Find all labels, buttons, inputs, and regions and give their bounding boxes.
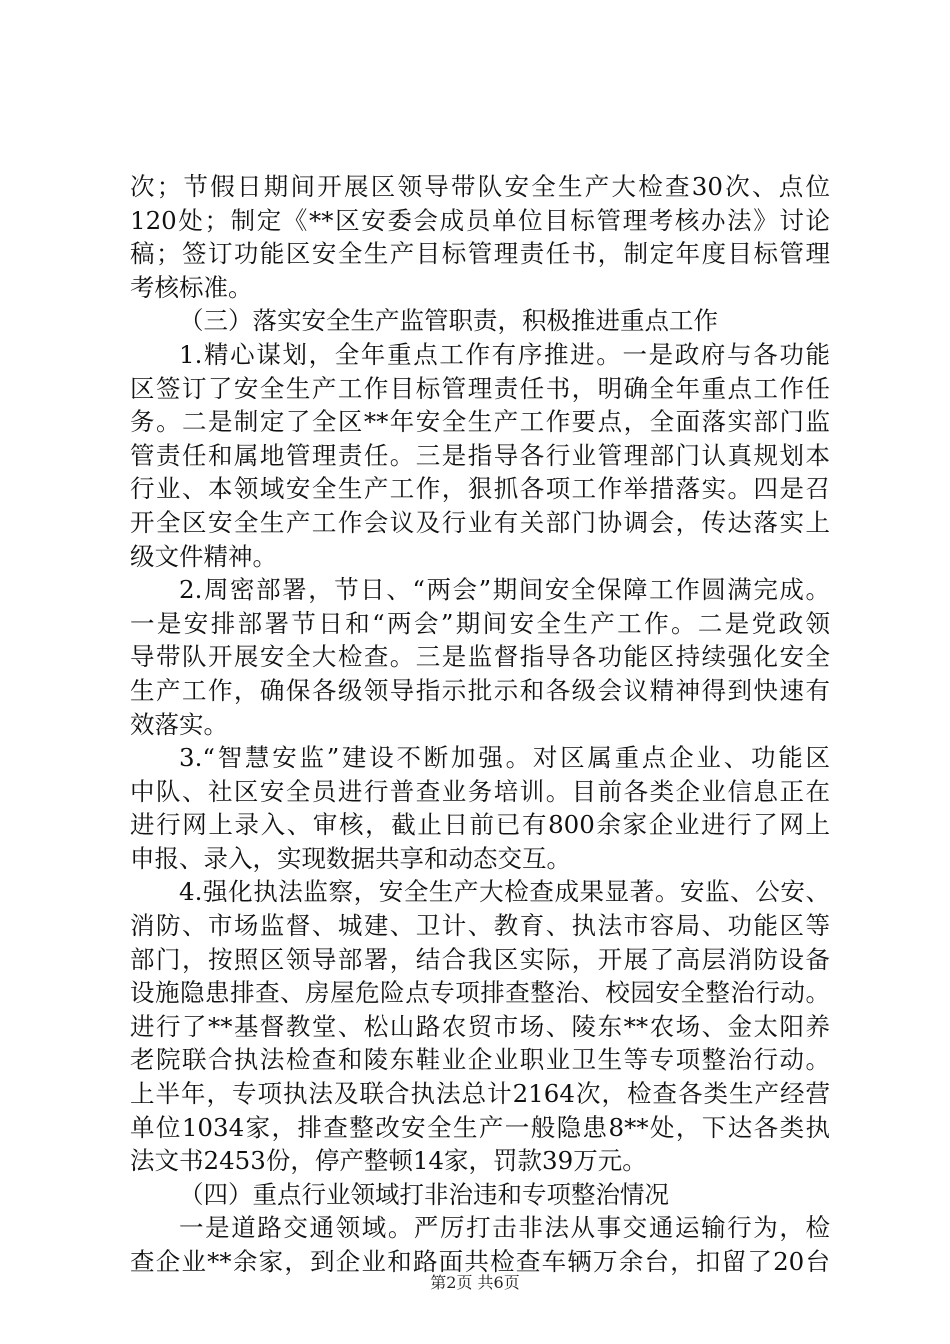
- text-line: 2.周密部署，节日、“两会”期间安全保障工作圆满完成。: [179, 575, 830, 605]
- text-line: 4.强化执法监察，安全生产大检查成果显著。安监、公安、: [179, 877, 830, 907]
- text-line: 一是安排部署节日和“两会”期间安全生产工作。二是党政领: [130, 608, 830, 638]
- text-line: 管责任和属地管理责任。三是指导各行业管理部门认真规划本: [130, 440, 830, 470]
- text-line: （三）落实安全生产监管职责，积极推进重点工作: [179, 306, 718, 336]
- text-line: 行业、本领域安全生产工作，狠抓各项工作举措落实。四是召: [130, 474, 830, 504]
- text-line: 进行了**基督教堂、松山路农贸市场、陵东**农场、金太阳养: [130, 1011, 830, 1041]
- text-line: 开全区安全生产工作会议及行业有关部门协调会，传达落实上: [130, 507, 830, 537]
- page-footer: 第2页 共6页: [430, 1273, 520, 1292]
- text-line: 申报、录入，实现数据共享和动态交互。: [130, 843, 571, 873]
- text-line: 一是道路交通领域。严厉打击非法从事交通运输行为，检: [179, 1213, 830, 1243]
- text-line: 导带队开展安全大检查。三是监督指导各功能区持续强化安全: [130, 642, 830, 672]
- text-line: 120处；制定《**区安委会成员单位目标管理考核办法》讨论: [130, 205, 830, 235]
- text-line: 老院联合执法检查和陵东鞋业企业职业卫生等专项整治行动。: [130, 1045, 830, 1075]
- text-line: 稿；签订功能区安全生产目标管理责任书，制定年度目标管理: [130, 239, 830, 269]
- text-line: 设施隐患排查、房屋危险点专项排查整治、校园安全整治行动。: [130, 978, 830, 1008]
- text-line: 次；节假日期间开展区领导带队安全生产大检查30次、点位: [130, 172, 830, 201]
- text-line: 消防、市场监督、城建、卫计、教育、执法市容局、功能区等: [130, 911, 830, 941]
- text-line: 进行网上录入、审核，截止日前已有800余家企业进行了网上: [130, 810, 830, 840]
- text-line: 单位1034家，排查整改安全生产一般隐患8**处，下达各类执: [130, 1112, 830, 1142]
- text-line: 查企业**余家，到企业和路面共检查车辆万余台，扣留了20台: [130, 1247, 830, 1276]
- text-line: 3.“智慧安监”建设不断加强。对区属重点企业、功能区: [179, 743, 830, 773]
- text-line: 法文书2453份，停产整顿14家，罚款39万元。: [130, 1146, 647, 1176]
- text-line: 1.精心谋划，全年重点工作有序推进。一是政府与各功能: [179, 339, 830, 369]
- text-line: 上半年，专项执法及联合执法总计2164次，检查各类生产经营: [130, 1079, 830, 1109]
- text-line: 务。二是制定了全区**年安全生产工作要点，全面落实部门监: [130, 407, 830, 437]
- text-line: 中队、社区安全员进行普查业务培训。目前各类企业信息正在: [130, 776, 830, 806]
- text-line: 效落实。: [130, 709, 228, 739]
- text-line: （四）重点行业领域打非治违和专项整治情况: [179, 1179, 669, 1209]
- text-line: 考核标准。: [130, 272, 253, 302]
- text-line: 部门，按照区领导部署，结合我区实际，开展了高层消防设备: [130, 944, 830, 974]
- text-line: 生产工作，确保各级领导指示批示和各级会议精神得到快速有: [130, 675, 830, 705]
- text-line: 级文件精神。: [130, 541, 277, 571]
- document-body: [130, 170, 830, 1279]
- text-line: 区签订了安全生产工作目标管理责任书，明确全年重点工作任: [130, 373, 830, 403]
